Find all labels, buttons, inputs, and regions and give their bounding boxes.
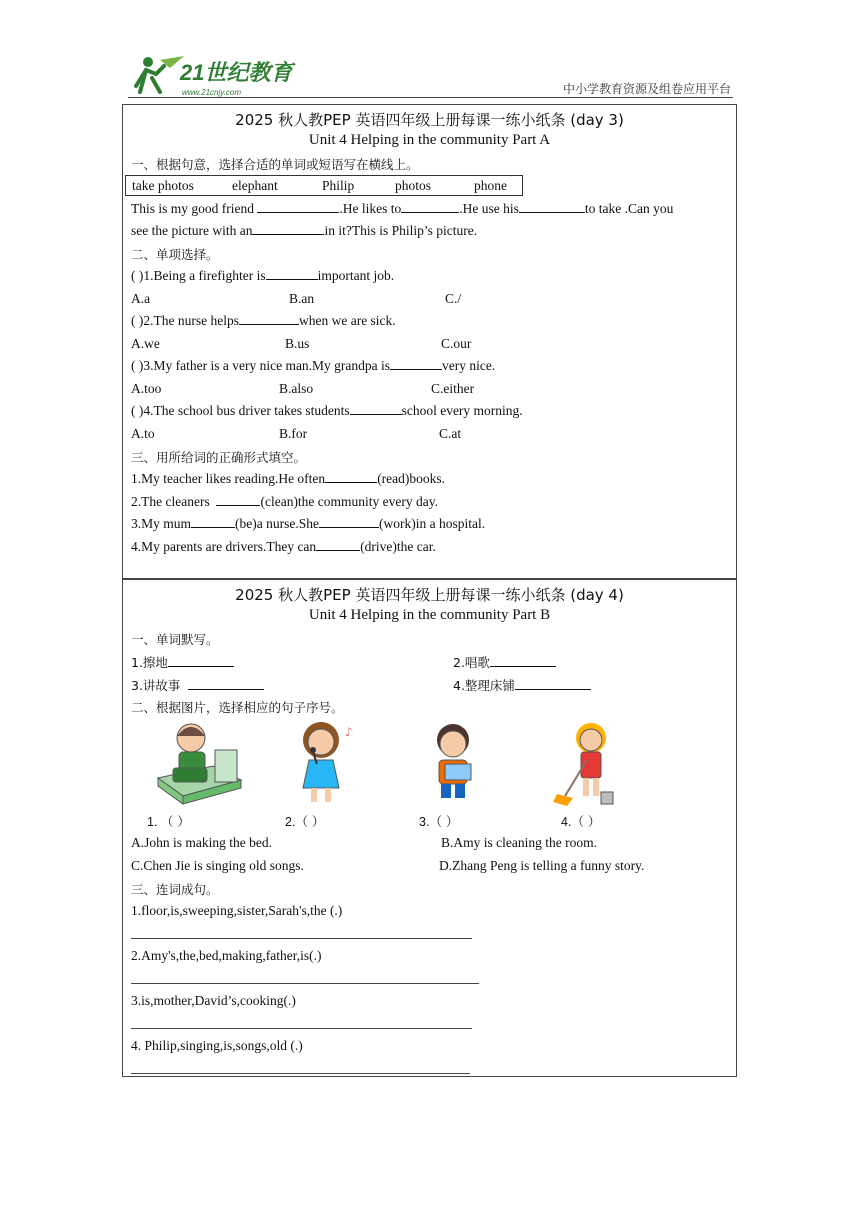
- q3-stem: ( )3.My father is a very nice man.My grandpa is very nice.: [131, 358, 496, 373]
- day3-sec1-heading: 一、根据句意，选择合适的单词或短语写在横线上。: [131, 157, 419, 172]
- option-d: D.Zhang Peng is telling a funny story.: [439, 858, 645, 873]
- q3-option-c: C.either: [431, 381, 475, 396]
- runner-logo-icon: [130, 52, 310, 98]
- option-b: B.Amy is cleaning the room.: [441, 835, 597, 850]
- q3-option-b: B.also: [279, 381, 314, 396]
- q4-option-c: C.at: [439, 426, 462, 441]
- singing-girl-picture: [293, 718, 363, 808]
- day3-passage-line2: see the picture with an in it?This is Philip’s picture.: [131, 223, 478, 238]
- making-bed-picture: [153, 718, 243, 808]
- dictation-2: 2.唱歌: [453, 653, 556, 671]
- q3-option-a: A.too: [131, 381, 162, 396]
- fill-line-3: 3.My mum (be)a nurse.She (work)in a hospital.: [131, 516, 486, 531]
- sentence-prompt-3: 3.is,mother,David’s,cooking(.): [131, 993, 296, 1008]
- day4-title: 2025 秋人教PEP 英语四年级上册每课一练小纸条 (day 4): [235, 586, 624, 604]
- fill-line-2: 2.The cleaners (clean)the community every day.: [131, 494, 439, 509]
- picture-label-4: 4.（ ）: [561, 814, 601, 829]
- q1-option-a: A.a: [131, 291, 151, 306]
- svg-text:♪: ♪: [345, 725, 353, 739]
- word-bank-item: Philip: [322, 178, 355, 193]
- picture-label-3: 3.（ ）: [419, 814, 459, 829]
- day3-title: 2025 秋人教PEP 英语四年级上册每课一练小纸条 (day 3): [235, 111, 624, 129]
- logo: [130, 52, 310, 98]
- q1-stem: ( )1.Being a firefighter is important job.: [131, 268, 395, 283]
- day3-passage-line1: This is my good friend .He likes to .He use his to take .Can you: [131, 201, 674, 216]
- day3-sec2-heading: 二、单项选择。: [131, 247, 219, 262]
- picture-label-2: 2.（ ）: [285, 814, 325, 829]
- day4-sec1-heading: 一、单词默写。: [131, 632, 219, 647]
- q4-option-b: B.for: [279, 426, 308, 441]
- day4-sec2-heading: 二、根据图片，选择相应的句子序号。: [131, 700, 344, 715]
- platform-name: 中小学教育资源及组卷应用平台: [563, 82, 732, 96]
- word-bank: [125, 175, 523, 196]
- day4-sec3-heading: 三、连词成句。: [131, 882, 219, 897]
- worksheet-day4: [122, 579, 737, 1077]
- q2-option-b: B.us: [285, 336, 310, 351]
- q2-option-a: A.we: [131, 336, 160, 351]
- day4-subtitle: Unit 4 Helping in the community Part B: [308, 607, 551, 623]
- dictation-4: 4.整理床铺: [453, 676, 591, 694]
- answer-line-2: [131, 983, 479, 984]
- q2-stem: ( )2.The nurse helps when we are sick.: [131, 313, 396, 328]
- q4-option-a: A.to: [131, 426, 155, 441]
- sentence-prompt-2: 2.Amy's,the,bed,making,father,is(.): [131, 948, 322, 963]
- q2-option-c: C.our: [441, 336, 472, 351]
- header-divider: [128, 97, 733, 98]
- sweeping-girl-picture: [553, 718, 623, 808]
- word-bank-item: phone: [474, 178, 507, 193]
- answer-line-4: [131, 1073, 470, 1074]
- fill-line-4: 4.My parents are drivers.They can (drive)the car.: [131, 539, 436, 554]
- word-bank-item: photos: [395, 178, 432, 193]
- word-bank-item: elephant: [232, 178, 278, 193]
- day3-subtitle: Unit 4 Helping in the community Part A: [308, 132, 551, 148]
- sentence-prompt-4: 4. Philip,singing,is,songs,old (.): [131, 1038, 303, 1053]
- worksheet-day3: [122, 104, 737, 579]
- answer-line-1: [131, 938, 472, 939]
- q1-option-b: B.an: [289, 291, 315, 306]
- q1-option-c: C./: [445, 291, 462, 306]
- answer-line-3: [131, 1028, 472, 1029]
- word-bank-item: take photos: [132, 178, 194, 193]
- storytelling-boy-picture: [423, 718, 493, 808]
- day3-sec3-heading: 三、用所给词的正确形式填空。: [131, 450, 307, 465]
- dictation-1: 1.擦地: [131, 653, 234, 671]
- logo-url: www.21cnjy.com: [182, 88, 241, 97]
- fill-line-1: 1.My teacher likes reading.He often (read)books.: [131, 471, 446, 486]
- logo-text: 21世纪教育: [180, 60, 293, 85]
- option-c: C.Chen Jie is singing old songs.: [131, 858, 304, 873]
- dictation-3: 3.讲故事: [131, 676, 264, 694]
- q4-stem: ( )4.The school bus driver takes students school every morning.: [131, 403, 523, 418]
- sentence-prompt-1: 1.floor,is,sweeping,sister,Sarah's,the (.): [131, 903, 343, 918]
- option-a: A.John is making the bed.: [131, 835, 272, 850]
- picture-label-1: 1. （ ）: [147, 814, 190, 829]
